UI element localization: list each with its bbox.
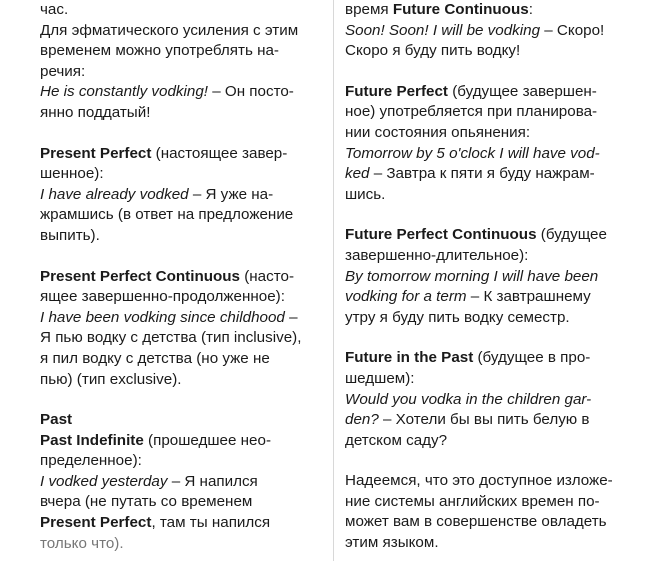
text-line: только что). — [40, 534, 124, 552]
future-perfect-block — [345, 82, 635, 206]
section-heading: Future Perfect Continuous — [345, 226, 537, 244]
text-line: шенное): — [40, 165, 104, 183]
description-text: (настоящее завер- — [151, 144, 288, 162]
translation-text: – Он посто- — [208, 83, 294, 101]
section-heading: Future Perfect — [345, 82, 448, 100]
description-text: (будущее — [536, 226, 607, 244]
text-line — [40, 431, 332, 452]
section-heading: Past — [40, 411, 73, 429]
text-line: Надеемся, что это доступное изложе- — [345, 472, 613, 490]
text-line — [345, 410, 635, 431]
section-heading: Future in the Past — [345, 349, 474, 367]
text-line — [40, 185, 332, 206]
text-line: вчера (не путать со временем — [40, 493, 253, 511]
example-text: Would you vodka in the children gar- — [345, 390, 592, 408]
example-text: Soon! Soon! I will be vodking — [345, 21, 541, 39]
text-line: выпить). — [40, 226, 100, 244]
text-line: этим языком. — [345, 534, 439, 552]
translation-text: – К завтрашнему — [466, 288, 591, 306]
text-line: Я пью водку с детства (тип inclusive), — [40, 329, 302, 347]
text-line — [345, 348, 635, 369]
example-text: den? — [345, 411, 379, 429]
text-line: Скоро я буду пить водку! — [345, 42, 521, 60]
example-text: vodking for a term — [345, 288, 467, 306]
text-line: утру я буду пить водку семестр. — [345, 308, 570, 326]
text-line: пью) (тип exclusive). — [40, 370, 182, 388]
example-text: I vodked yesterday — [40, 472, 168, 490]
example-text: By tomorrow morning I will have been — [345, 267, 599, 285]
description-text: (насто- — [240, 267, 295, 285]
column-divider — [333, 0, 334, 561]
punctuation: : — [528, 1, 533, 18]
text-line: Для эфматического усиления с этим — [40, 21, 299, 39]
text-line: шедшем): — [345, 369, 415, 387]
text-line — [345, 82, 635, 103]
text-line: речия: — [40, 62, 86, 80]
present-perfect-continuous-block — [40, 267, 332, 391]
future-continuous-block — [345, 0, 635, 62]
inline-term: Present Perfect — [40, 514, 152, 532]
section-heading: Future Continuous — [392, 1, 529, 18]
text-line — [345, 0, 635, 21]
text-line: я пил водку с детства (но уже не — [40, 349, 270, 367]
section-heading: Past Indefinite — [40, 431, 144, 449]
example-text: I have been vodking since childhood — [40, 308, 285, 326]
text-line — [40, 513, 332, 534]
translation-text: – Хотели бы вы пить белую в — [378, 411, 590, 429]
future-perfect-continuous-block — [345, 225, 635, 328]
translation-text: – — [284, 308, 298, 326]
right-column — [345, 0, 635, 554]
example-text: ked — [345, 165, 370, 183]
lead-text: время — [345, 1, 393, 18]
text-line: янно поддатый! — [40, 103, 151, 121]
translation-text: – Скоро! — [540, 21, 605, 39]
text-line: нии состояния опьянения: — [345, 123, 531, 141]
text-line — [345, 287, 635, 308]
text-line — [40, 472, 332, 493]
text-line: пределенное): — [40, 452, 142, 470]
present-perfect-block — [40, 144, 332, 247]
text-line: детском саду? — [345, 431, 448, 449]
intro-block — [40, 0, 332, 124]
future-in-the-past-block — [345, 348, 635, 451]
text-line — [40, 144, 332, 165]
translation-text: – Я уже на- — [188, 185, 274, 203]
description-text: (будущее завершен- — [447, 82, 597, 100]
translation-text: , там ты напился — [151, 514, 271, 532]
text-line — [40, 267, 332, 288]
text-line: шись. — [345, 185, 386, 203]
text-line — [345, 225, 635, 246]
section-heading: Present Perfect — [40, 144, 152, 162]
text-line — [40, 82, 332, 103]
text-line — [345, 164, 635, 185]
description-text: (будущее в про- — [473, 349, 591, 367]
text-line: ное) употребляется при планирова- — [345, 103, 598, 121]
left-column — [40, 0, 332, 554]
translation-text: – Завтра к пяти я буду нажрам- — [369, 165, 595, 183]
text-line: ние системы английских времен по- — [345, 492, 600, 510]
text-line: может вам в совершенстве овладеть — [345, 513, 607, 531]
example-text: Tomorrow by 5 o'clock I will have vod- — [345, 144, 600, 162]
outro-block — [345, 471, 635, 553]
text-line: ящее завершенно-продолженное): — [40, 288, 285, 306]
text-line: жрамшись (в ответ на предложение — [40, 206, 294, 224]
translation-text: – Я напился — [167, 472, 258, 490]
description-text: (прошедшее нео- — [143, 431, 272, 449]
text-line: временем можно употреблять на- — [40, 42, 279, 60]
text-line: завершенно-длительное): — [345, 246, 529, 264]
example-text: He is constantly vodking! — [40, 83, 208, 101]
text-line — [40, 308, 332, 329]
text-line — [345, 21, 635, 42]
example-text: I have already vodked — [40, 185, 189, 203]
text-line: час. — [40, 1, 69, 18]
section-heading: Present Perfect Continuous — [40, 267, 241, 285]
past-indefinite-block — [40, 410, 332, 554]
